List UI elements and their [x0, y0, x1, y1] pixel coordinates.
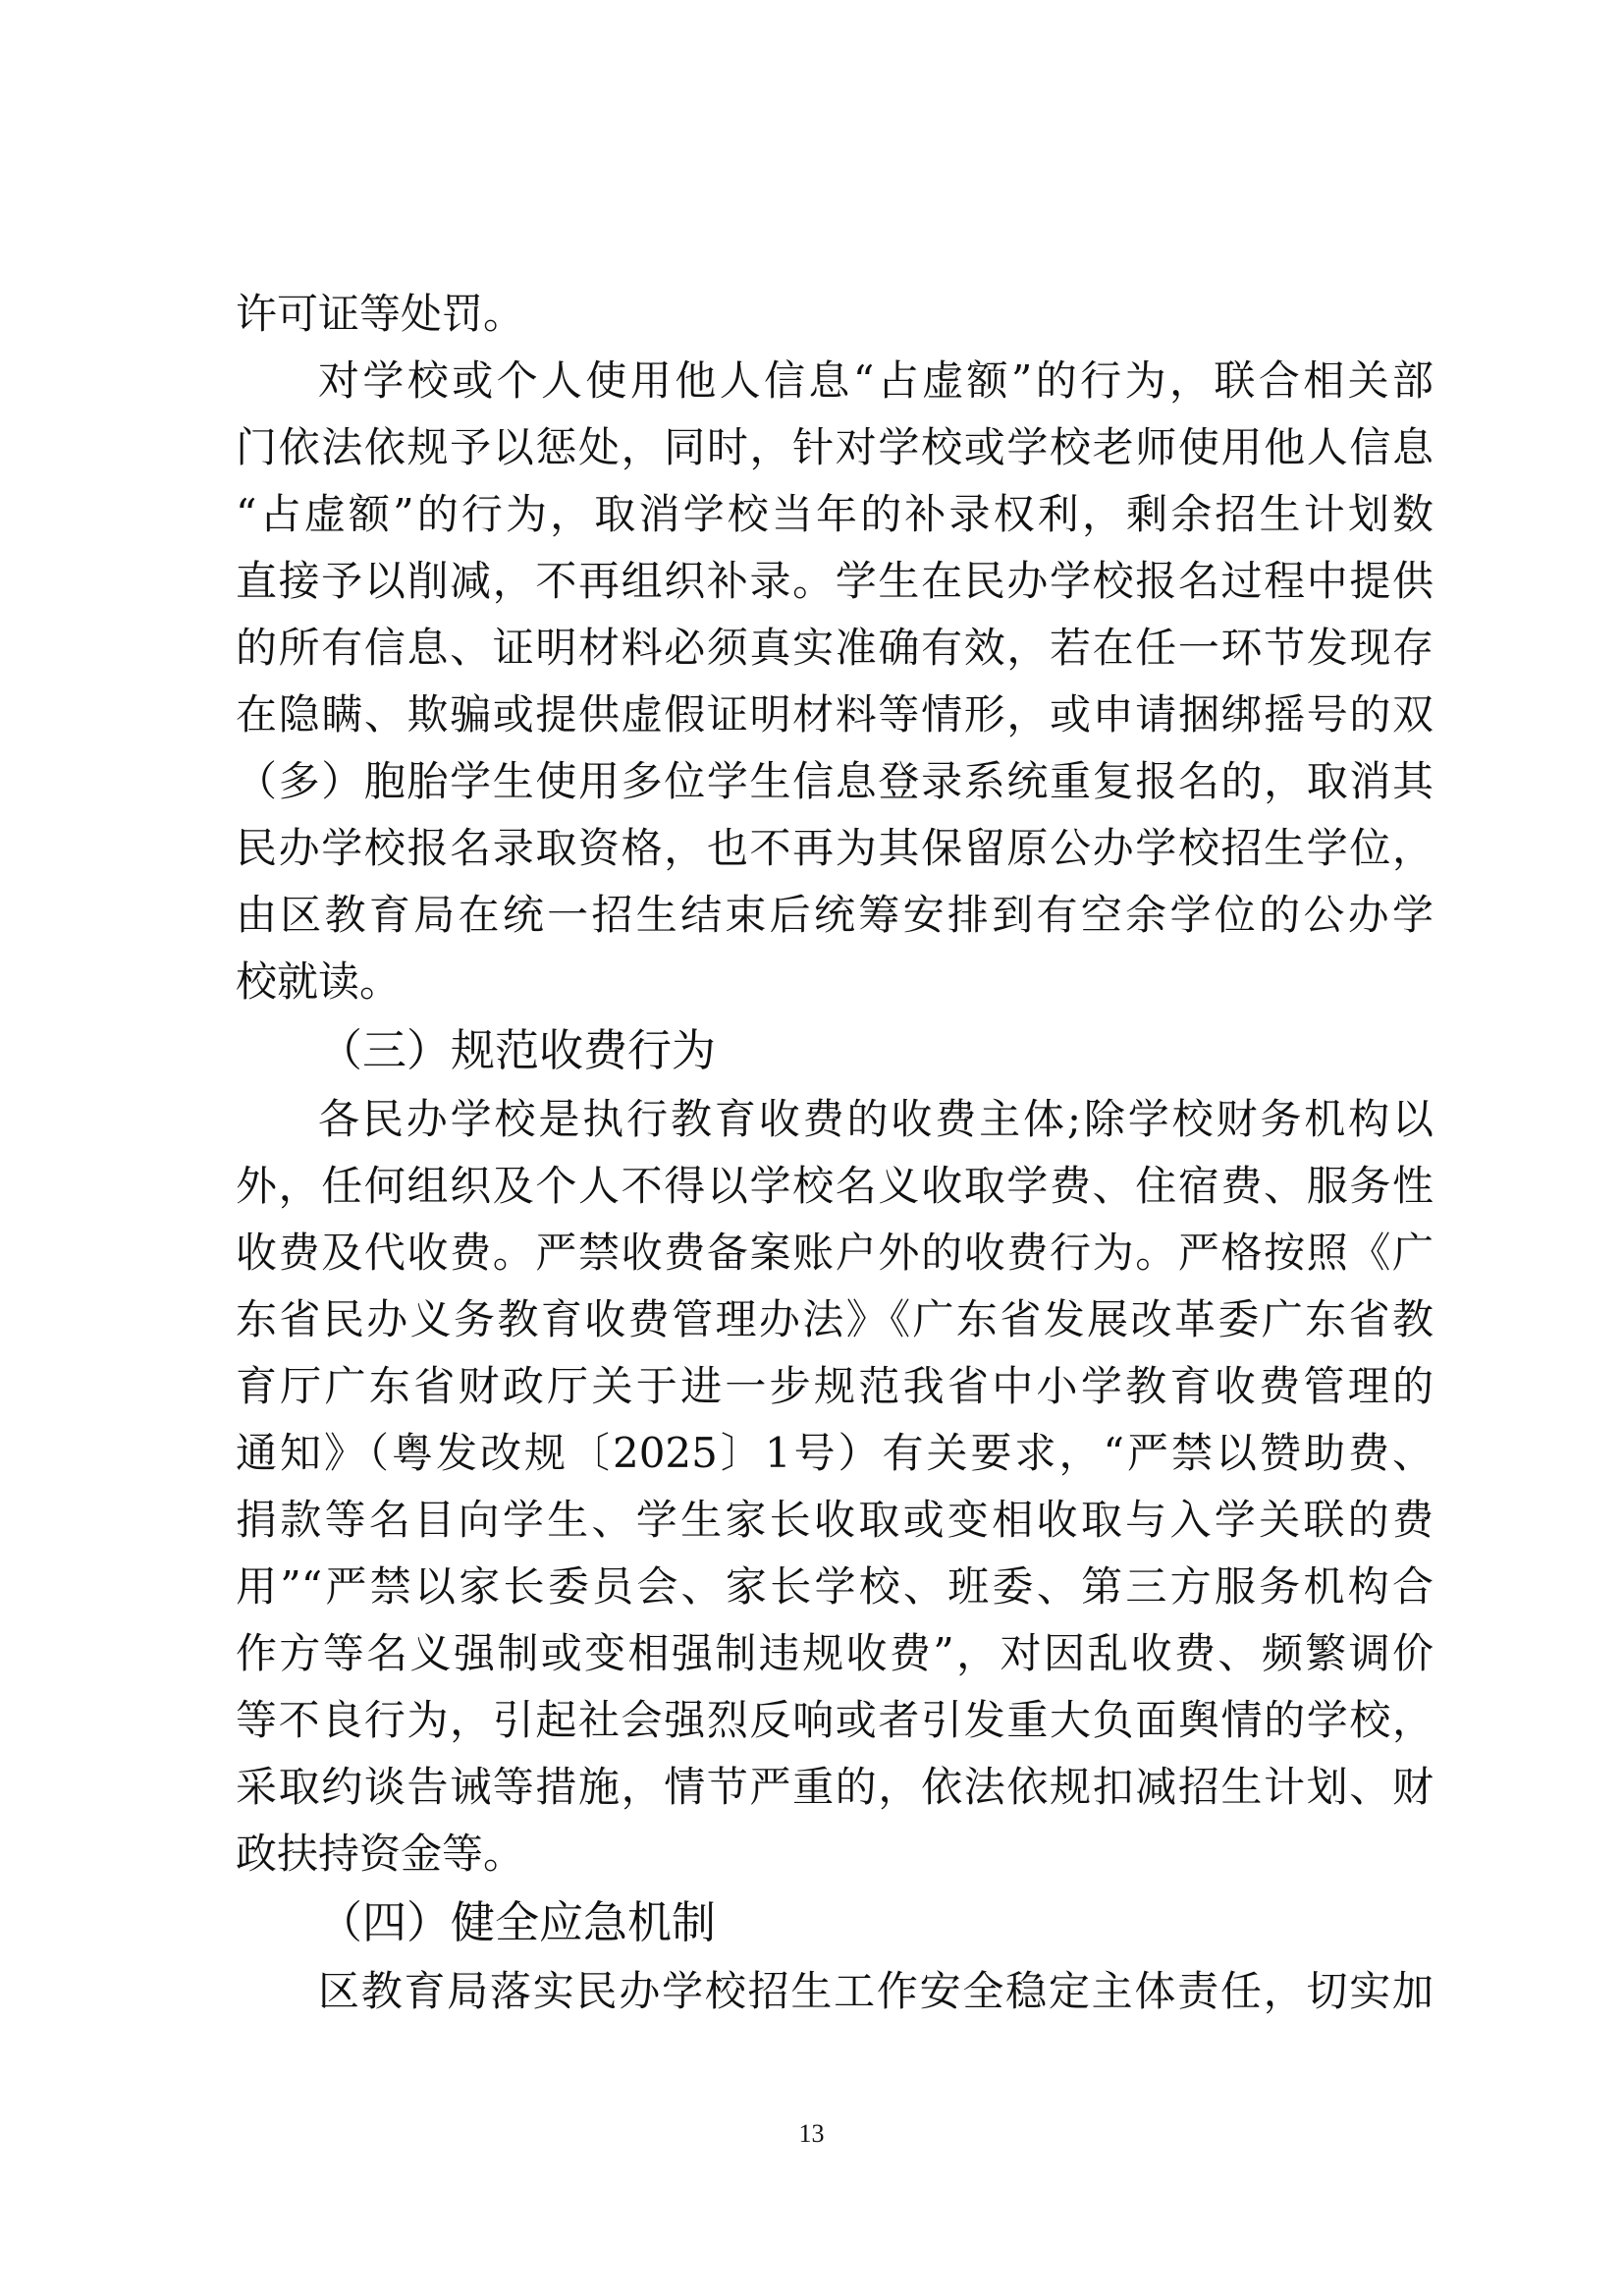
paragraph-line: （多）胞胎学生使用多位学生信息登录系统重复报名的，取消其 — [236, 757, 1434, 805]
paragraph-line: 在隐瞒、欺骗或提供虚假证明材料等情形，或申请捆绑摇号的双 — [236, 690, 1434, 738]
paragraph-line: 通知》（粤发改规〔2025〕1号）有关要求，“严禁以赞助费、 — [236, 1429, 1434, 1477]
paragraph-line: 作方等名义强制或变相强制违规收费”，对因乱收费、频繁调价 — [236, 1629, 1434, 1677]
paragraph-line: 东省民办义务教育收费管理办法》《广东省发展改革委广东省教 — [236, 1295, 1434, 1343]
paragraph-line: 外，任何组织及个人不得以学校名义收取学费、住宿费、服务性 — [236, 1162, 1434, 1210]
section-heading: （三）规范收费行为 — [318, 1024, 717, 1076]
paragraph-line: “占虚额”的行为，取消学校当年的补录权利，剩余招生计划数 — [236, 490, 1434, 538]
paragraph-line: 捐款等名目向学生、学生家长收取或变相收取与入学关联的费 — [236, 1496, 1434, 1544]
paragraph-line: 等不良行为，引起社会强烈反响或者引发重大负面舆情的学校， — [236, 1696, 1434, 1744]
page-number: 13 — [798, 2119, 825, 2148]
paragraph-line: 各民办学校是执行教育收费的收费主体;除学校财务机构以 — [318, 1095, 1434, 1143]
paragraph-line: 政扶持资金等。 — [236, 1830, 525, 1878]
paragraph-line: 门依法依规予以惩处，同时，针对学校或学校老师使用他人信息 — [236, 423, 1434, 471]
paragraph-line: 民办学校报名录取资格，也不再为其保留原公办学校招生学位， — [236, 824, 1434, 872]
paragraph-line: 对学校或个人使用他人信息“占虚额”的行为，联合相关部 — [318, 356, 1434, 405]
paragraph-line: 育厅广东省财政厅关于进一步规范我省中小学教育收费管理的 — [236, 1362, 1434, 1410]
paragraph-line: 的所有信息、证明材料必须真实准确有效，若在任一环节发现存 — [236, 624, 1434, 672]
paragraph-line: 校就读。 — [236, 957, 402, 1006]
paragraph-line: 采取约谈告诫等措施，情节严重的，依法依规扣减招生计划、财 — [236, 1763, 1434, 1811]
paragraph-line: 许可证等处罚。 — [236, 290, 525, 338]
paragraph-line: 直接予以削减，不再组织补录。学生在民办学校报名过程中提供 — [236, 557, 1434, 605]
paragraph-line: 由区教育局在统一招生结束后统筹安排到有空余学位的公办学 — [236, 891, 1434, 939]
paragraph-line: 收费及代收费。严禁收费备案账户外的收费行为。严格按照《广 — [236, 1229, 1434, 1277]
paragraph-line: 用”“严禁以家长委员会、家长学校、班委、第三方服务机构合 — [236, 1562, 1434, 1611]
section-heading: （四）健全应急机制 — [318, 1896, 717, 1948]
paragraph-line: 区教育局落实民办学校招生工作安全稳定主体责任，切实加 — [318, 1967, 1434, 2015]
